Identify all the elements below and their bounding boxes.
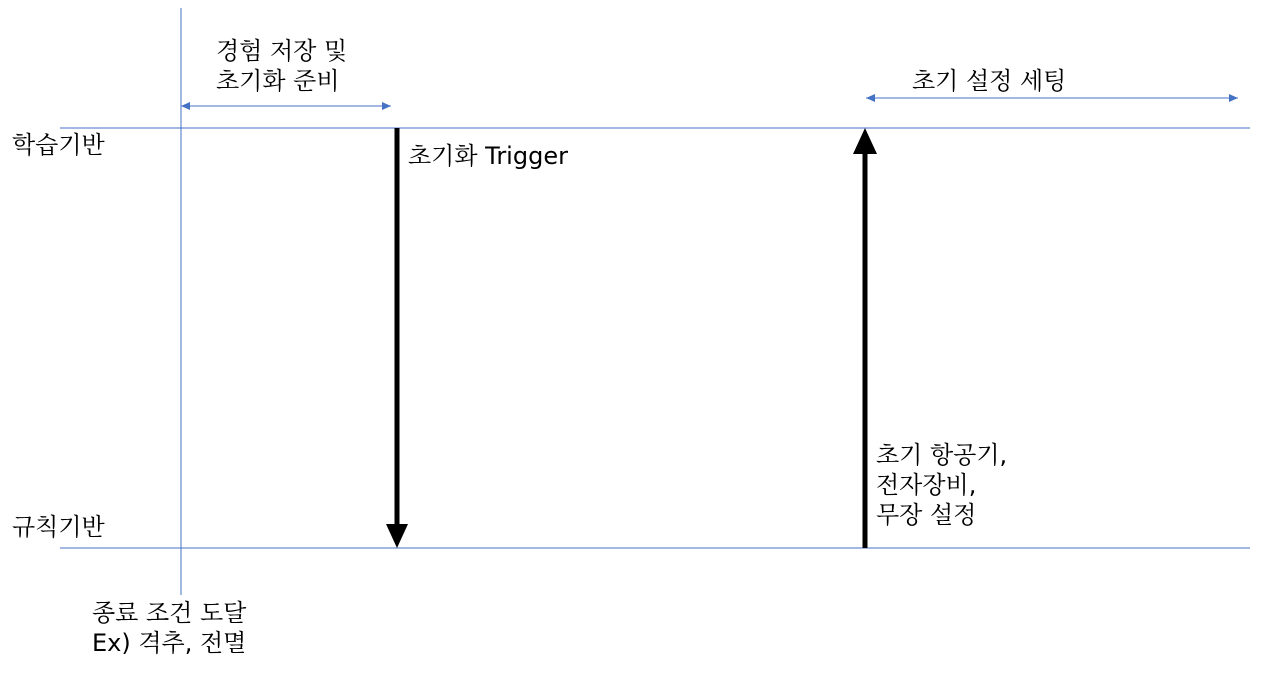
- experience-prep-line-2: 초기화 준비: [216, 67, 340, 95]
- aircraft-setup-label: [876, 440, 1007, 530]
- aircraft-setup-line-3: 무장 설정: [876, 501, 977, 529]
- trigger-arrow-head: [386, 524, 408, 548]
- lower-level-label: 규칙기반: [12, 513, 105, 541]
- init-trigger-label: 초기화 Trigger: [408, 142, 568, 170]
- experience-prep-label: [216, 36, 347, 96]
- termination-line-1: 종료 조건 도달: [92, 599, 247, 627]
- experience-prep-line-1: 경험 저장 및: [216, 37, 348, 65]
- aircraft-setup-line-1: 초기 항공기,: [876, 441, 1008, 469]
- aircraft-setup-line-2: 전자장비,: [876, 471, 977, 499]
- setup-arrow-head: [853, 128, 877, 154]
- initial-setting-label: 초기 설정 세팅: [912, 67, 1067, 95]
- upper-level-label: 학습기반: [12, 131, 105, 159]
- termination-line-2: Ex) 격추, 전멸: [92, 629, 247, 657]
- termination-label: [92, 598, 246, 658]
